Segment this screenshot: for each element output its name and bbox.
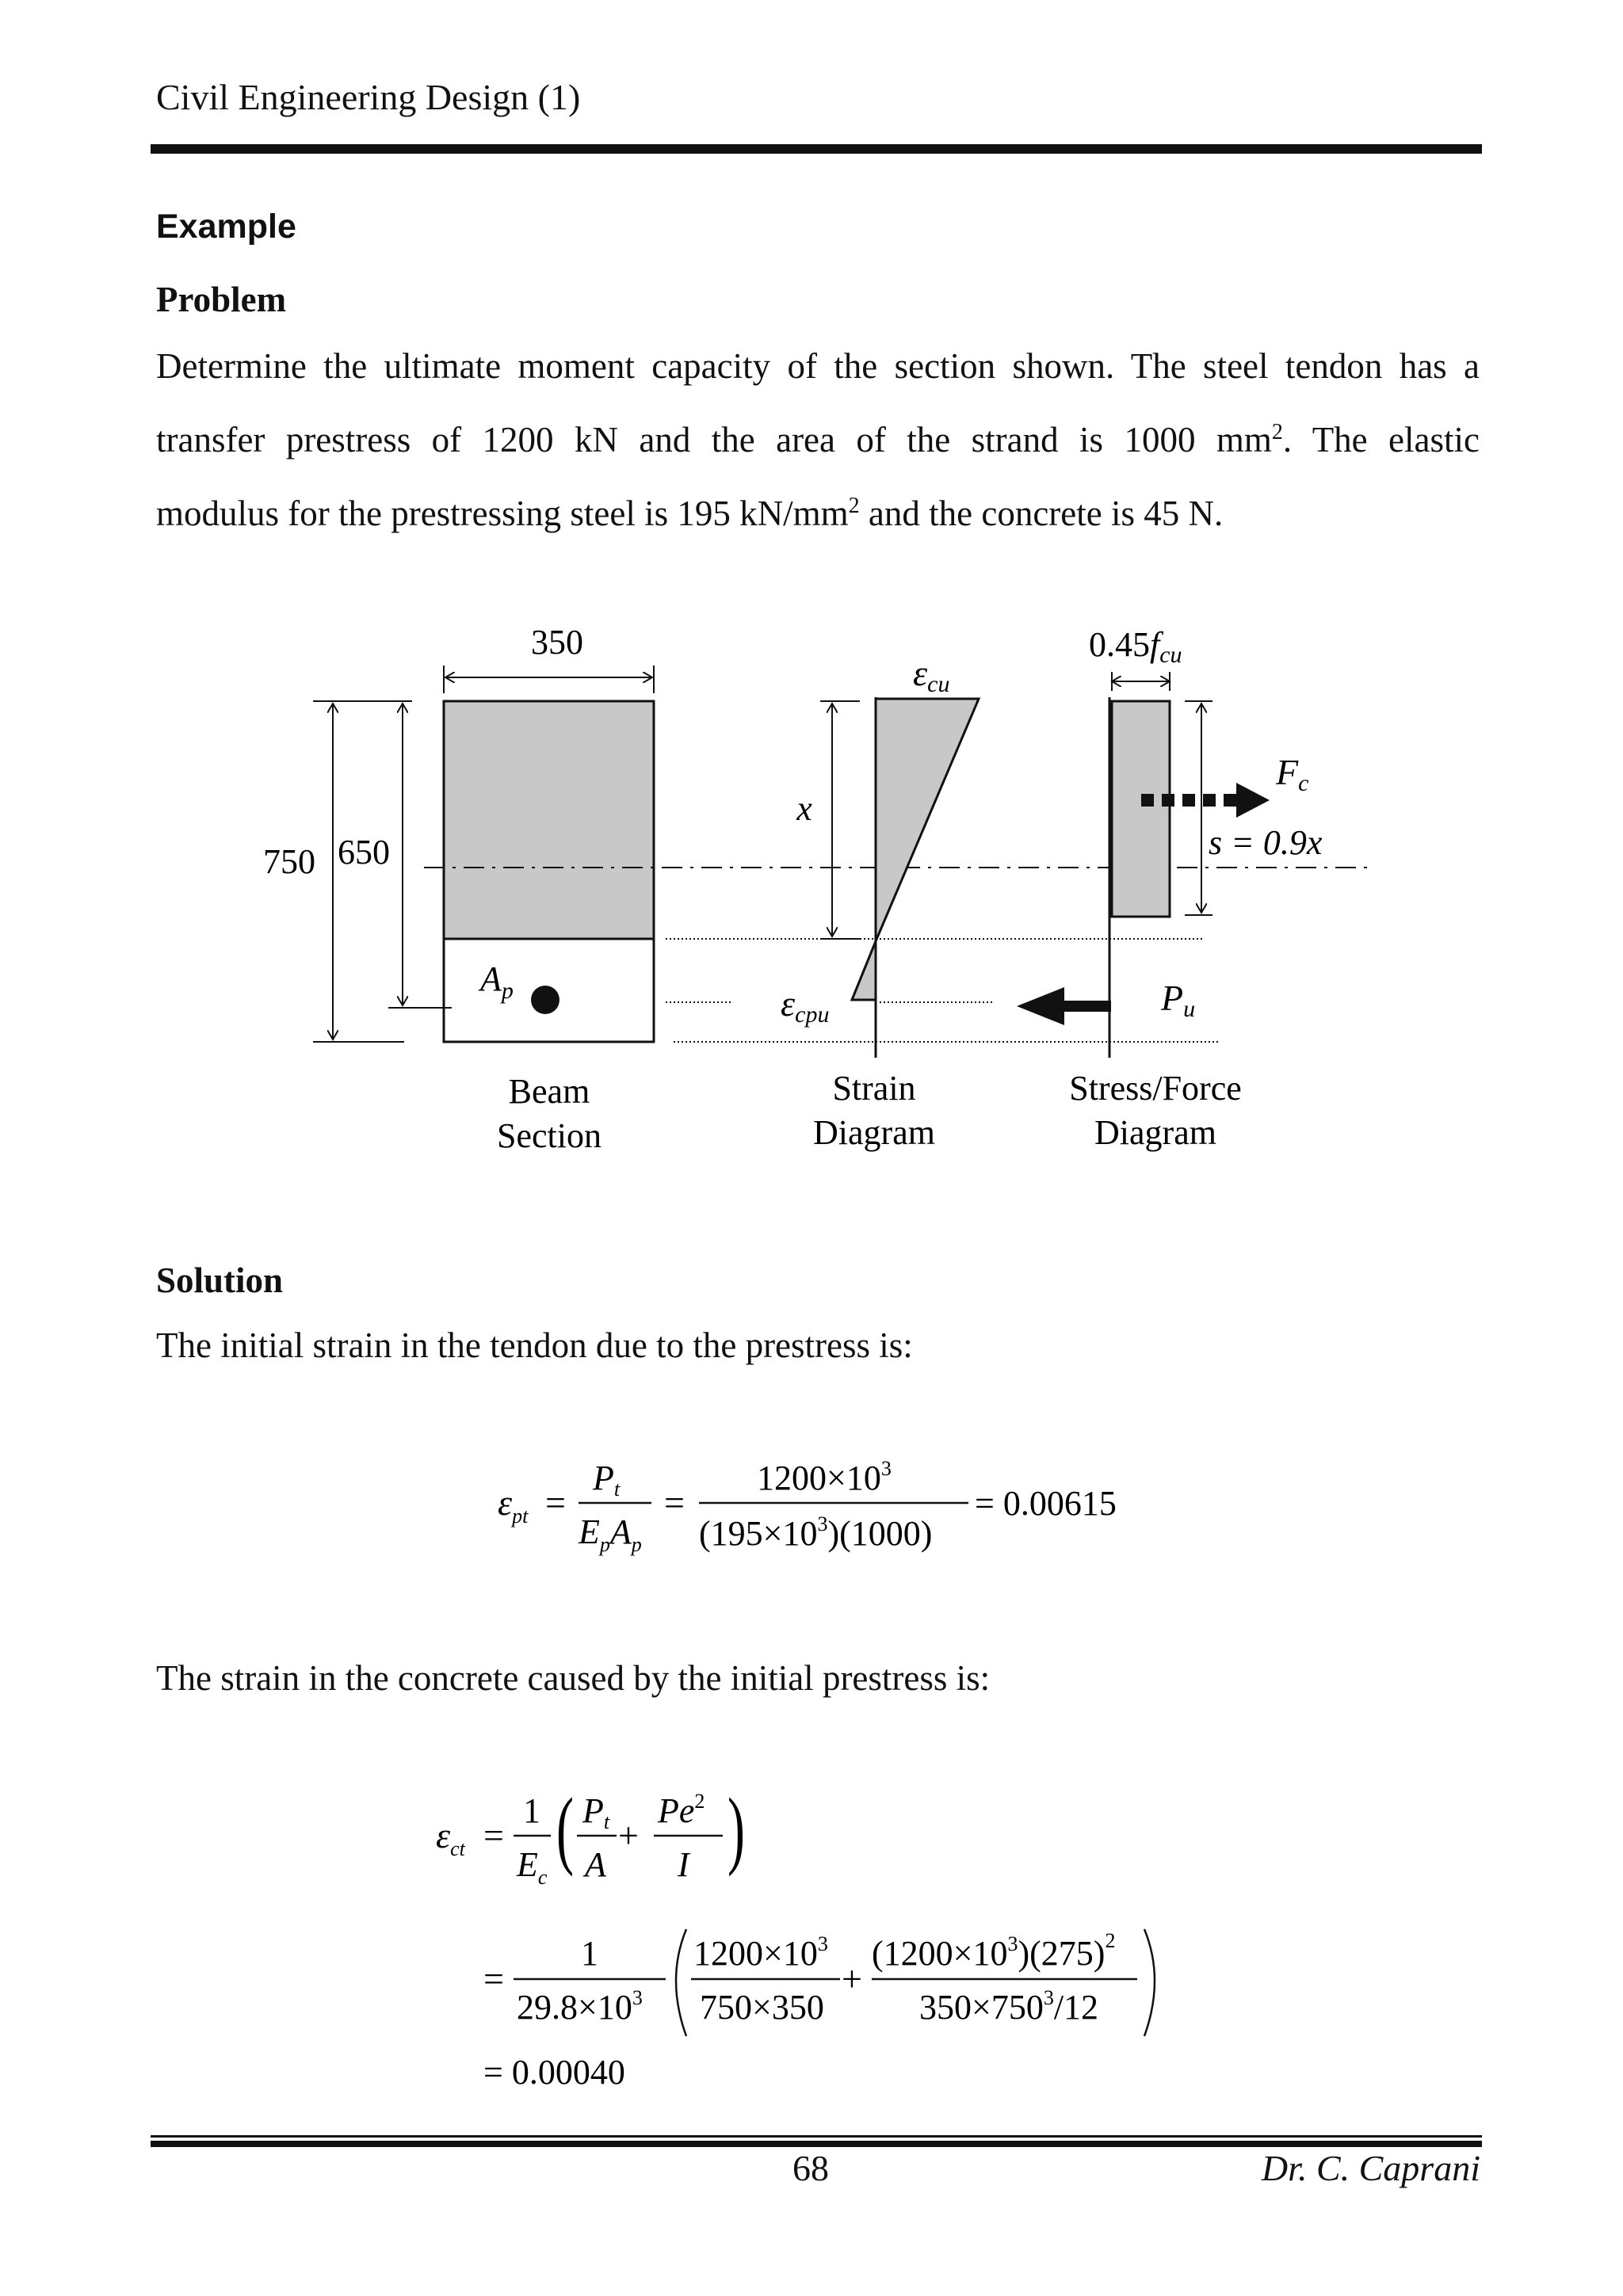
strain-caption-1: Strain [832,1069,916,1108]
eq1-den2: $(195\times 10^3)(1000)$ [699,1512,933,1553]
eq2-a: A [585,1845,606,1884]
eq2-n1: $1200\times 10^3$ [693,1932,828,1973]
stress-top-label: 0.45fcu [1089,625,1182,668]
solution-line-2: The strain in the concrete caused by the initial prestress is: [156,1658,991,1698]
problem-line-2: transfer prestress of 1200 kN and the area of the strand is 1000 $mm^2$. The elastic [156,420,1480,460]
compression-zone [444,701,654,939]
equation-concrete-strain [428,1775,1300,2107]
eq2-pt: Pt [582,1791,610,1833]
eq2-pe: Pe$^2$ [658,1790,705,1830]
strain-upper-triangle [876,699,979,941]
problem-heading: Problem [156,280,287,319]
tendon-depth-label: 650 [338,833,390,871]
svg-text:=: = [483,1958,504,1999]
strain-lower-triangle [852,941,876,1000]
eq2-den-ec: $29.8\times 10^3$ [517,1986,643,2027]
svg-text:+: + [618,1815,639,1855]
eq1-lhs: $\varepsilon_{pt}$ [498,1482,529,1527]
eq2-ec: $E_c$ [517,1845,548,1889]
equation-tendon-strain [444,1442,1236,1577]
beam-width-label: 350 [531,623,583,662]
eq1-result: = 0.00615 [975,1484,1117,1523]
eq1-den1: $E_pA_p$ [579,1512,642,1556]
eq2-one2: 1 [581,1934,598,1973]
eq2-result: = 0.00040 [483,2053,625,2092]
stress-block [1112,701,1170,917]
eq2-lhs: $\varepsilon_{ct}$ [436,1815,465,1860]
stress-caption-1: Stress/Force [1069,1069,1242,1108]
eq1-num2: $1200\times 10^3$ [757,1457,892,1497]
svg-text:=: = [664,1482,685,1523]
beam-figure [0,602,1623,1173]
solution-line-1: The initial strain in the tendon due to the prestress is: [156,1325,913,1365]
author: Dr. C. Caprani [1261,2148,1480,2188]
strain-top-label: εcu [913,653,950,697]
tendon-force-label: Pu [1161,978,1196,1022]
stress-caption-2: Diagram [1094,1113,1216,1152]
problem-text [156,333,1480,547]
eq2-one: 1 [523,1791,540,1830]
problem-line-3: modulus for the prestressing steel is 195 $kN/mm^2$ and the concrete is 45 N. [156,494,1224,533]
header-title: Civil Engineering Design (1) [156,77,581,117]
beam-section [263,623,654,1155]
footer-rule-thin [151,2135,1482,2138]
footer-rule [151,2141,1482,2147]
strain-diagram [781,653,979,1152]
eq2-n2: $(1200\times 10^3)(275)^2$ [872,1929,1116,1973]
svg-text:=: = [483,1815,504,1855]
svg-text:=: = [545,1482,566,1523]
lever-arm-label: s = 0.9x [1209,823,1323,862]
section-heading: Example [156,208,296,246]
svg-text:(: ( [556,1779,574,1878]
beam-height-label: 750 [263,842,315,881]
beam-caption-1: Beam [508,1072,590,1111]
strain-caption-2: Diagram [813,1113,935,1152]
page-number: 68 [792,2148,829,2188]
eq2-d1: 750×350 [700,1988,824,2027]
problem-line-1: Determine the ultimate moment capacity of the section shown. The steel tendon has a [156,346,1480,386]
neutral-depth-label: x [796,789,812,828]
eq1-num1: Pt [592,1459,621,1501]
tendon-label: $A_p$ [480,959,514,1004]
beam-caption-2: Section [497,1116,601,1155]
tendon [531,986,559,1014]
svg-text:): ) [727,1779,745,1878]
svg-text:+: + [842,1958,862,1999]
stress-force-diagram [1017,625,1323,1152]
compression-force-label: Fc [1276,752,1309,796]
eq2-i: I [678,1845,689,1884]
eq2-d2: $350\times 750^3/12$ [919,1986,1099,2027]
header-rule [151,144,1482,154]
strain-bottom-label: εcpu [781,983,830,1028]
solution-heading: Solution [156,1261,284,1300]
